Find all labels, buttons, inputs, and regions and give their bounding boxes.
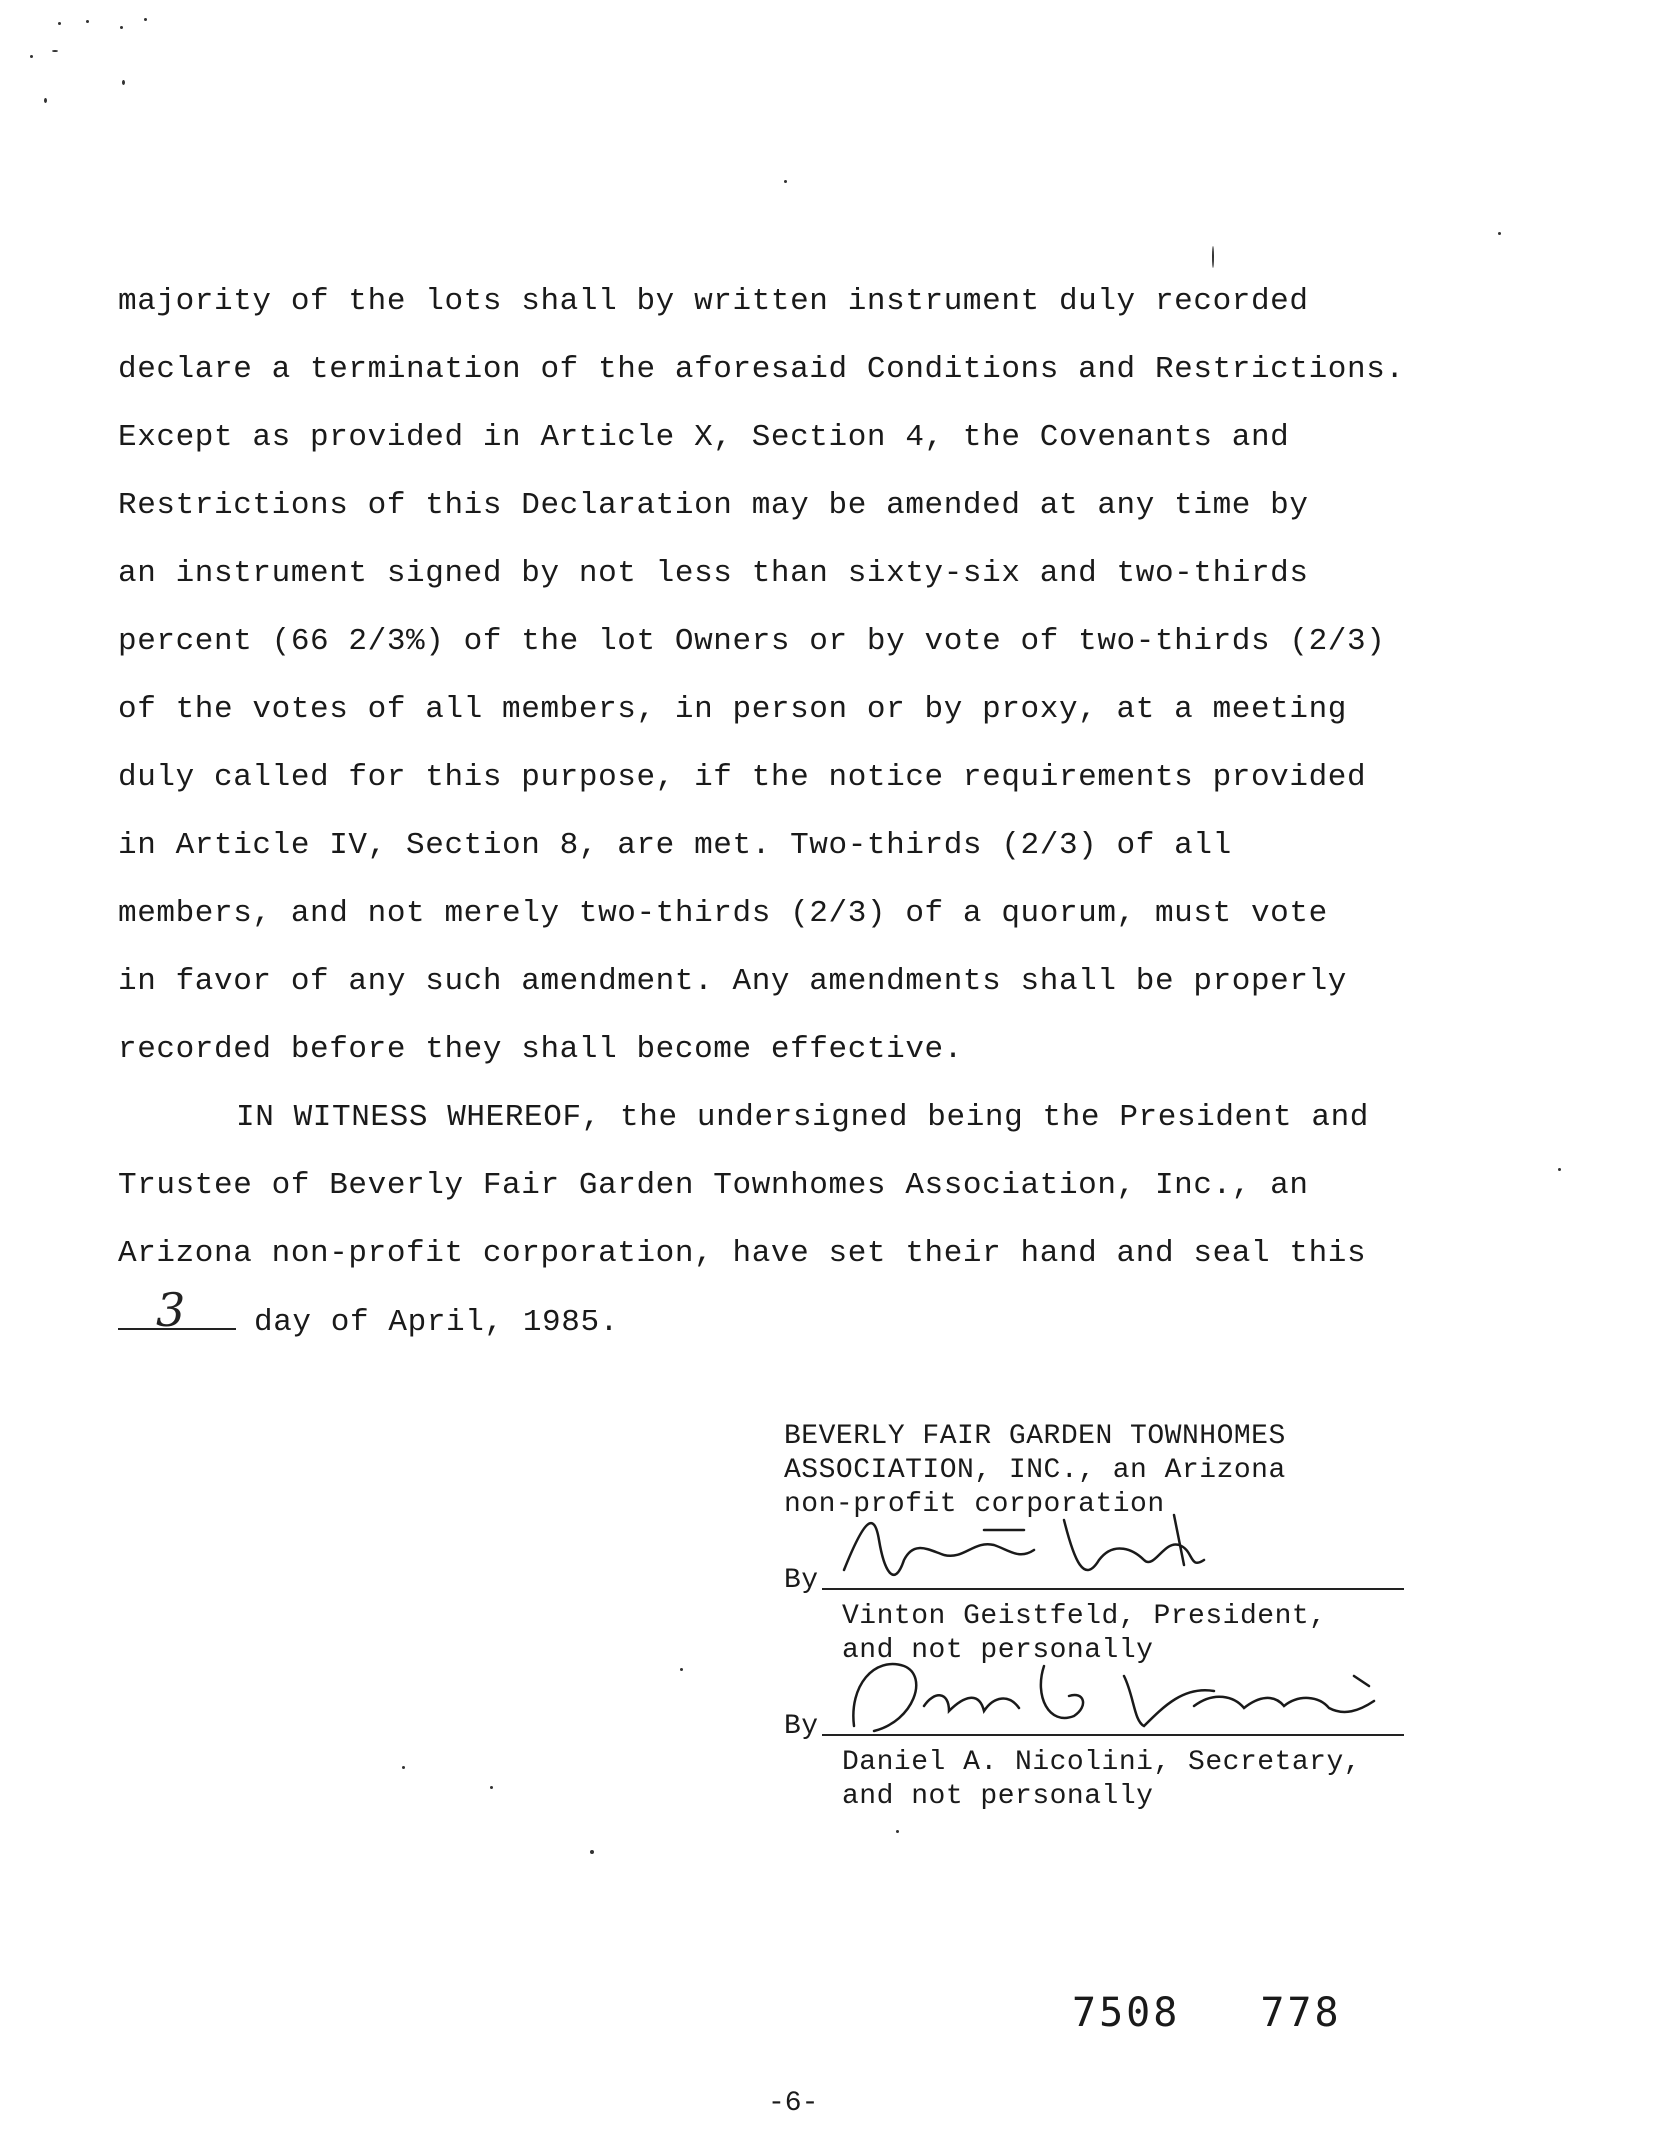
president-name: Vinton Geistfeld, President,: [842, 1601, 1327, 1632]
document-body: [118, 268, 1458, 1356]
page-stamp-number: 778: [1260, 1990, 1342, 2036]
scan-speck: [590, 1850, 594, 1854]
scan-speck: [30, 55, 33, 58]
scan-speck: [122, 80, 125, 85]
body-line: in Article IV, Section 8, are met. Two-thirds (2/3) of all: [118, 828, 1232, 863]
body-line: members, and not merely two-thirds (2/3) of a quorum, must vote: [118, 896, 1328, 931]
witness-line: Trustee of Beverly Fair Garden Townhomes Association, Inc., an: [118, 1168, 1309, 1203]
date-text: day of April, 1985.: [254, 1305, 619, 1340]
scan-speck: [58, 22, 61, 25]
signature-block: [784, 1420, 1484, 1814]
secretary-signature: [834, 1646, 1394, 1746]
recording-stamp: [1072, 1990, 1422, 2036]
body-line: in favor of any such amendment. Any amendments shall be properly: [118, 964, 1347, 999]
scan-speck: [1498, 232, 1501, 235]
scan-speck: [490, 1786, 493, 1789]
president-signature: [834, 1500, 1394, 1600]
scan-speck: [52, 50, 58, 52]
scan-speck: [896, 1830, 899, 1833]
by-label: By: [784, 1565, 819, 1596]
scan-speck: [144, 18, 147, 21]
president-capacity: and not personally: [842, 1635, 1154, 1666]
signature-line-president: [784, 1538, 1484, 1600]
body-line: recorded before they shall become effective.: [118, 1032, 963, 1067]
docket-number: 7508: [1072, 1990, 1181, 2036]
body-line: Restrictions of this Declaration may be amended at any time by: [118, 488, 1309, 523]
scan-speck: [120, 26, 123, 29]
scan-speck: [402, 1766, 405, 1769]
scan-speck: [86, 20, 89, 23]
witness-line: Arizona non-profit corporation, have set their hand and seal this: [118, 1236, 1367, 1271]
body-line: declare a termination of the aforesaid Conditions and Restrictions.: [118, 352, 1405, 387]
scan-speck: [44, 98, 47, 103]
body-line: Except as provided in Article X, Section 4, the Covenants and: [118, 420, 1290, 455]
organization-line: ASSOCIATION, INC., an Arizona: [784, 1455, 1286, 1486]
organization-line: BEVERLY FAIR GARDEN TOWNHOMES: [784, 1421, 1286, 1452]
signature-line-secretary: [784, 1684, 1484, 1746]
body-line: an instrument signed by not less than sixty-six and two-thirds: [118, 556, 1309, 591]
scan-speck: [1212, 246, 1214, 268]
scan-speck: [1558, 1168, 1561, 1171]
by-label: By: [784, 1711, 819, 1742]
secretary-name: Daniel A. Nicolini, Secretary,: [842, 1747, 1362, 1778]
scan-speck: [680, 1668, 683, 1671]
body-line: of the votes of all members, in person or by proxy, at a meeting: [118, 692, 1347, 727]
page-number: -6-: [768, 2088, 819, 2119]
witness-line: IN WITNESS WHEREOF, the undersigned being the President and: [236, 1100, 1369, 1135]
body-line: duly called for this purpose, if the notice requirements provided: [118, 760, 1367, 795]
date-line: [118, 1283, 1458, 1356]
organization-line: non-profit corporation: [784, 1489, 1165, 1520]
body-line: majority of the lots shall by written instrument duly recorded: [118, 284, 1309, 319]
handwritten-day: 3: [156, 1283, 186, 1337]
body-line: percent (66 2/3%) of the lot Owners or by vote of two-thirds (2/3): [118, 624, 1386, 659]
day-blank: [118, 1283, 236, 1337]
secretary-capacity: and not personally: [842, 1781, 1154, 1812]
scan-speck: [784, 180, 787, 183]
